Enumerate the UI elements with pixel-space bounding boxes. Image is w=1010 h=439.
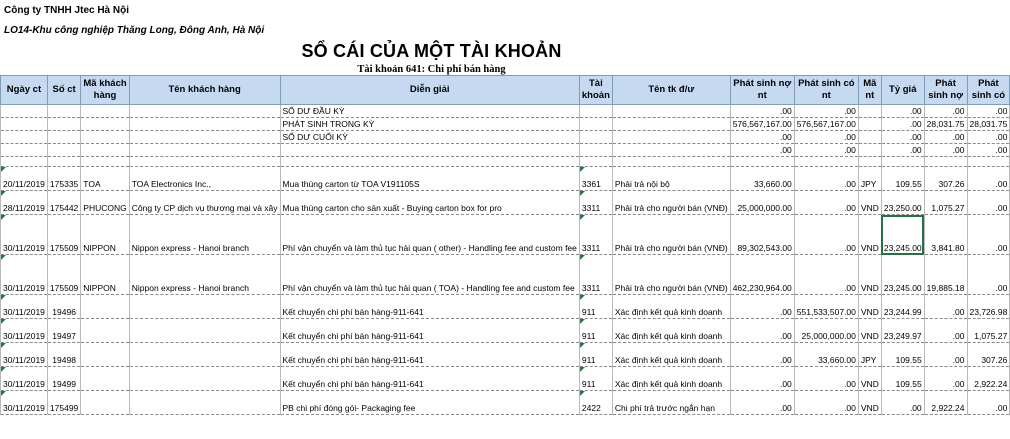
table-cell[interactable] [881, 157, 924, 167]
table-cell[interactable]: 911 [579, 343, 612, 367]
table-cell[interactable] [579, 131, 612, 144]
table-cell[interactable]: 2422 [579, 391, 612, 415]
table-cell[interactable] [129, 131, 280, 144]
table-row[interactable] [1, 295, 1010, 319]
table-cell[interactable]: .00 [924, 343, 967, 367]
table-cell[interactable] [858, 144, 881, 157]
table-cell[interactable]: 2,922.24 [967, 367, 1010, 391]
table-cell[interactable]: Phí vận chuyển và làm thủ tục hải quan ( TOA) - Handling fee and custom fee [280, 255, 579, 295]
table-cell[interactable]: NIPPON [81, 255, 129, 295]
table-cell[interactable]: NIPPON [81, 215, 129, 255]
table-cell[interactable]: 23,244.99 [881, 295, 924, 319]
table-cell[interactable] [129, 295, 280, 319]
table-cell[interactable]: .00 [794, 391, 858, 415]
table-cell[interactable] [81, 157, 129, 167]
table-cell[interactable]: 307.26 [967, 343, 1010, 367]
table-cell[interactable]: .00 [794, 144, 858, 157]
table-cell[interactable] [81, 295, 129, 319]
table-cell[interactable]: VND [858, 391, 881, 415]
table-cell[interactable]: Mua thùng carton cho sản xuất - Buying carton box for pro [280, 191, 579, 215]
table-cell[interactable] [924, 157, 967, 167]
table-cell[interactable]: .00 [794, 131, 858, 144]
table-cell[interactable]: 19,885.18 [924, 255, 967, 295]
table-cell[interactable]: 23,245.00 [881, 255, 924, 295]
table-row[interactable] [1, 343, 1010, 367]
table-cell[interactable]: 1,075.27 [967, 319, 1010, 343]
table-cell[interactable]: Xác định kết quả kinh doanh [612, 295, 730, 319]
table-cell[interactable] [579, 144, 612, 157]
column-header[interactable]: Phát sinh nợ nt [730, 76, 794, 105]
table-cell[interactable]: 28,031.75 [967, 118, 1010, 131]
table-cell[interactable]: .00 [881, 118, 924, 131]
table-cell[interactable]: 20/11/2019 [1, 167, 48, 191]
table-cell[interactable]: 28/11/2019 [1, 191, 48, 215]
table-row[interactable] [1, 391, 1010, 415]
table-cell[interactable]: TOA [81, 167, 129, 191]
table-cell[interactable] [81, 105, 129, 118]
table-cell[interactable]: 30/11/2019 [1, 367, 48, 391]
table-cell[interactable]: 109.55 [881, 343, 924, 367]
table-cell[interactable] [47, 144, 80, 157]
table-row[interactable] [1, 319, 1010, 343]
table-row[interactable] [1, 215, 1010, 255]
ledger-table [0, 75, 1010, 415]
table-cell[interactable]: 30/11/2019 [1, 343, 48, 367]
table-cell[interactable]: 33,660.00 [730, 167, 794, 191]
header-row [1, 76, 1010, 105]
table-cell[interactable]: 576,567,167.00 [794, 118, 858, 131]
company-address: LO14-Khu công nghiệp Thăng Long, Đông Anh, Hà Nội [4, 25, 265, 36]
ledger-body [1, 105, 1010, 415]
table-cell[interactable]: .00 [967, 131, 1010, 144]
table-cell[interactable]: Xác định kết quả kinh doanh [612, 367, 730, 391]
table-cell[interactable]: .00 [794, 105, 858, 118]
table-cell[interactable] [579, 118, 612, 131]
table-cell[interactable]: PB chi phí đóng gói- Packaging fee [280, 391, 579, 415]
table-cell[interactable]: 19498 [47, 343, 80, 367]
table-cell[interactable]: 462,230,964.00 [730, 255, 794, 295]
table-cell[interactable]: 109.55 [881, 367, 924, 391]
table-cell[interactable]: 911 [579, 367, 612, 391]
table-cell[interactable]: 30/11/2019 [1, 319, 48, 343]
table-cell[interactable]: 551,533,507.00 [794, 295, 858, 319]
table-cell[interactable] [129, 319, 280, 343]
table-cell[interactable]: Kết chuyển chi phí bán hàng-911-641 [280, 319, 579, 343]
table-cell[interactable] [129, 118, 280, 131]
table-cell[interactable]: VND [858, 255, 881, 295]
table-cell[interactable]: Phải trả cho người bán (VNĐ) [612, 191, 730, 215]
table-cell[interactable]: .00 [794, 191, 858, 215]
table-cell[interactable]: 30/11/2019 [1, 391, 48, 415]
table-cell[interactable]: 33,660.00 [794, 343, 858, 367]
table-cell[interactable]: Nippon express - Hanoi branch [129, 215, 280, 255]
table-cell[interactable]: Kết chuyển chi phí bán hàng-911-641 [280, 343, 579, 367]
table-cell[interactable]: .00 [794, 367, 858, 391]
table-cell[interactable] [81, 144, 129, 157]
table-cell[interactable]: 30/11/2019 [1, 295, 48, 319]
table-cell[interactable] [1, 157, 48, 167]
table-cell[interactable]: Xác định kết quả kinh doanh [612, 343, 730, 367]
table-cell[interactable]: .00 [967, 144, 1010, 157]
table-cell[interactable]: .00 [967, 167, 1010, 191]
table-cell[interactable]: 19497 [47, 319, 80, 343]
table-cell[interactable]: .00 [881, 131, 924, 144]
table-cell[interactable]: 307.26 [924, 167, 967, 191]
table-cell[interactable]: .00 [794, 215, 858, 255]
table-cell[interactable] [1, 144, 48, 157]
table-cell[interactable]: Chi phí trả trước ngắn hạn [612, 391, 730, 415]
table-cell[interactable]: 30/11/2019 [1, 215, 48, 255]
table-cell[interactable] [129, 391, 280, 415]
table-cell[interactable]: 175499 [47, 391, 80, 415]
summary-row[interactable] [1, 144, 1010, 157]
table-cell[interactable]: JPY [858, 167, 881, 191]
table-cell[interactable]: .00 [924, 144, 967, 157]
table-cell[interactable]: 1,075.27 [924, 191, 967, 215]
table-cell[interactable] [81, 367, 129, 391]
summary-row[interactable] [1, 105, 1010, 118]
column-header[interactable]: Phát sinh có nt [794, 76, 858, 105]
table-cell[interactable]: 911 [579, 319, 612, 343]
table-cell[interactable] [967, 157, 1010, 167]
table-cell[interactable] [858, 131, 881, 144]
table-cell[interactable]: VND [858, 319, 881, 343]
table-cell[interactable]: .00 [881, 105, 924, 118]
table-cell[interactable] [47, 157, 80, 167]
column-header[interactable]: Mã khách hàng [81, 76, 129, 105]
table-cell[interactable]: PHUCONG [81, 191, 129, 215]
table-row[interactable] [1, 167, 1010, 191]
table-cell[interactable]: VND [858, 215, 881, 255]
table-cell[interactable] [579, 157, 612, 167]
table-cell[interactable]: Phải trả cho người bán (VNĐ) [612, 255, 730, 295]
table-cell[interactable]: .00 [794, 167, 858, 191]
summary-row[interactable] [1, 131, 1010, 144]
table-cell[interactable] [129, 105, 280, 118]
table-cell[interactable]: 23,245.00 [881, 215, 924, 255]
table-cell[interactable]: 109.55 [881, 167, 924, 191]
table-cell[interactable]: .00 [730, 131, 794, 144]
table-cell[interactable] [612, 144, 730, 157]
table-cell[interactable]: 175509 [47, 215, 80, 255]
table-cell[interactable]: VND [858, 191, 881, 215]
table-cell[interactable] [612, 157, 730, 167]
table-cell[interactable]: .00 [967, 105, 1010, 118]
table-row[interactable] [1, 255, 1010, 295]
table-cell[interactable]: Phí vận chuyển và làm thủ tục hải quan ( other) - Handling fee and custom fee [280, 215, 579, 255]
table-cell[interactable]: 3311 [579, 215, 612, 255]
table-cell[interactable] [129, 367, 280, 391]
table-cell[interactable]: .00 [794, 255, 858, 295]
table-cell[interactable]: 23,726.98 [967, 295, 1010, 319]
table-cell[interactable]: 25,000,000.00 [730, 191, 794, 215]
table-cell[interactable] [81, 118, 129, 131]
table-cell[interactable] [858, 118, 881, 131]
table-cell[interactable]: 19496 [47, 295, 80, 319]
column-header[interactable]: Tỷ giá [881, 76, 924, 105]
column-header[interactable]: Ngày ct [1, 76, 48, 105]
table-cell[interactable]: Kết chuyển chi phí bán hàng-911-641 [280, 367, 579, 391]
table-cell[interactable]: 25,000,000.00 [794, 319, 858, 343]
table-cell[interactable]: .00 [967, 191, 1010, 215]
table-cell[interactable]: JPY [858, 343, 881, 367]
table-row[interactable] [1, 367, 1010, 391]
table-cell[interactable] [129, 157, 280, 167]
column-header[interactable]: Tài khoản [579, 76, 612, 105]
table-cell[interactable]: SỐ DƯ CUỐI KỲ [280, 131, 579, 144]
table-cell[interactable]: Kết chuyển chi phí bán hàng-911-641 [280, 295, 579, 319]
table-cell[interactable]: 23,249.97 [881, 319, 924, 343]
table-cell[interactable]: .00 [924, 367, 967, 391]
table-cell[interactable]: 3311 [579, 191, 612, 215]
table-cell[interactable]: .00 [730, 343, 794, 367]
table-cell[interactable] [81, 391, 129, 415]
table-cell[interactable]: PHÁT SINH TRONG KỲ [280, 118, 579, 131]
table-cell[interactable] [579, 105, 612, 118]
table-cell[interactable]: .00 [924, 105, 967, 118]
table-cell[interactable]: 19499 [47, 367, 80, 391]
company-name: Công ty TNHH Jtec Hà Nội [4, 5, 130, 16]
table-cell[interactable]: Nippon express - Hanoi branch [129, 255, 280, 295]
table-cell[interactable]: VND [858, 295, 881, 319]
table-cell[interactable]: .00 [730, 367, 794, 391]
table-cell[interactable]: VND [858, 367, 881, 391]
table-cell[interactable] [612, 131, 730, 144]
table-cell[interactable]: 23,250.00 [881, 191, 924, 215]
table-cell[interactable]: .00 [924, 319, 967, 343]
table-cell[interactable]: 89,302,543.00 [730, 215, 794, 255]
table-cell[interactable]: 3361 [579, 167, 612, 191]
table-cell[interactable]: 30/11/2019 [1, 255, 48, 295]
spacer-row [1, 157, 1010, 167]
table-row[interactable] [1, 191, 1010, 215]
table-cell[interactable]: .00 [881, 391, 924, 415]
column-header[interactable]: Tên khách hàng [129, 76, 280, 105]
table-cell[interactable] [1, 105, 48, 118]
table-cell[interactable] [1, 131, 48, 144]
column-header[interactable]: Mã nt [858, 76, 881, 105]
table-cell[interactable] [794, 157, 858, 167]
column-header[interactable]: Diễn giải [280, 76, 579, 105]
table-cell[interactable] [47, 131, 80, 144]
summary-row[interactable] [1, 118, 1010, 131]
table-cell[interactable]: 175442 [47, 191, 80, 215]
table-cell[interactable]: Mua thùng carton từ TOA V191105S [280, 167, 579, 191]
table-cell[interactable] [81, 131, 129, 144]
table-cell[interactable] [612, 105, 730, 118]
report-subtitle: Tài khoản 641: Chi phí bán hàng [357, 64, 506, 75]
column-header[interactable]: Phát sinh có [967, 76, 1010, 105]
table-cell[interactable] [129, 343, 280, 367]
table-cell[interactable]: 3,841.80 [924, 215, 967, 255]
column-header[interactable]: Số ct [47, 76, 80, 105]
table-cell[interactable] [730, 157, 794, 167]
table-cell[interactable]: TOA Electronics Inc., [129, 167, 280, 191]
table-cell[interactable]: Xác định kết quả kinh doanh [612, 319, 730, 343]
report-title: SỔ CÁI CỦA MỘT TÀI KHOẢN [301, 41, 562, 61]
table-cell[interactable] [858, 157, 881, 167]
table-cell[interactable]: 911 [579, 295, 612, 319]
table-cell[interactable]: SỐ DƯ ĐẦU KỲ [280, 105, 579, 118]
table-cell[interactable]: .00 [730, 319, 794, 343]
table-cell[interactable]: .00 [967, 391, 1010, 415]
column-header[interactable]: Tên tk đ/ư [612, 76, 730, 105]
table-cell[interactable]: 576,567,167.00 [730, 118, 794, 131]
table-cell[interactable]: .00 [881, 144, 924, 157]
table-cell[interactable]: .00 [730, 105, 794, 118]
table-cell[interactable]: .00 [730, 295, 794, 319]
table-cell[interactable]: 3311 [579, 255, 612, 295]
table-cell[interactable] [280, 157, 579, 167]
table-cell[interactable] [612, 118, 730, 131]
table-cell[interactable]: 175335 [47, 167, 80, 191]
table-cell[interactable] [81, 319, 129, 343]
table-cell[interactable] [47, 118, 80, 131]
table-cell[interactable]: 175509 [47, 255, 80, 295]
table-cell[interactable] [280, 144, 579, 157]
table-cell[interactable]: .00 [924, 131, 967, 144]
table-cell[interactable]: .00 [730, 144, 794, 157]
table-cell[interactable] [81, 343, 129, 367]
table-cell[interactable]: .00 [730, 391, 794, 415]
table-cell[interactable] [47, 105, 80, 118]
table-cell[interactable]: .00 [967, 255, 1010, 295]
column-header[interactable]: Phát sinh nợ [924, 76, 967, 105]
table-cell[interactable]: .00 [967, 215, 1010, 255]
table-cell[interactable]: 2,922.24 [924, 391, 967, 415]
table-cell[interactable] [1, 118, 48, 131]
table-cell[interactable] [858, 105, 881, 118]
table-cell[interactable]: .00 [924, 295, 967, 319]
table-cell[interactable]: Phải trả nội bộ [612, 167, 730, 191]
table-cell[interactable]: Công ty CP dịch vụ thương mại và xây [129, 191, 280, 215]
table-cell[interactable] [129, 144, 280, 157]
table-cell[interactable]: 28,031.75 [924, 118, 967, 131]
table-cell[interactable]: Phải trả cho người bán (VNĐ) [612, 215, 730, 255]
